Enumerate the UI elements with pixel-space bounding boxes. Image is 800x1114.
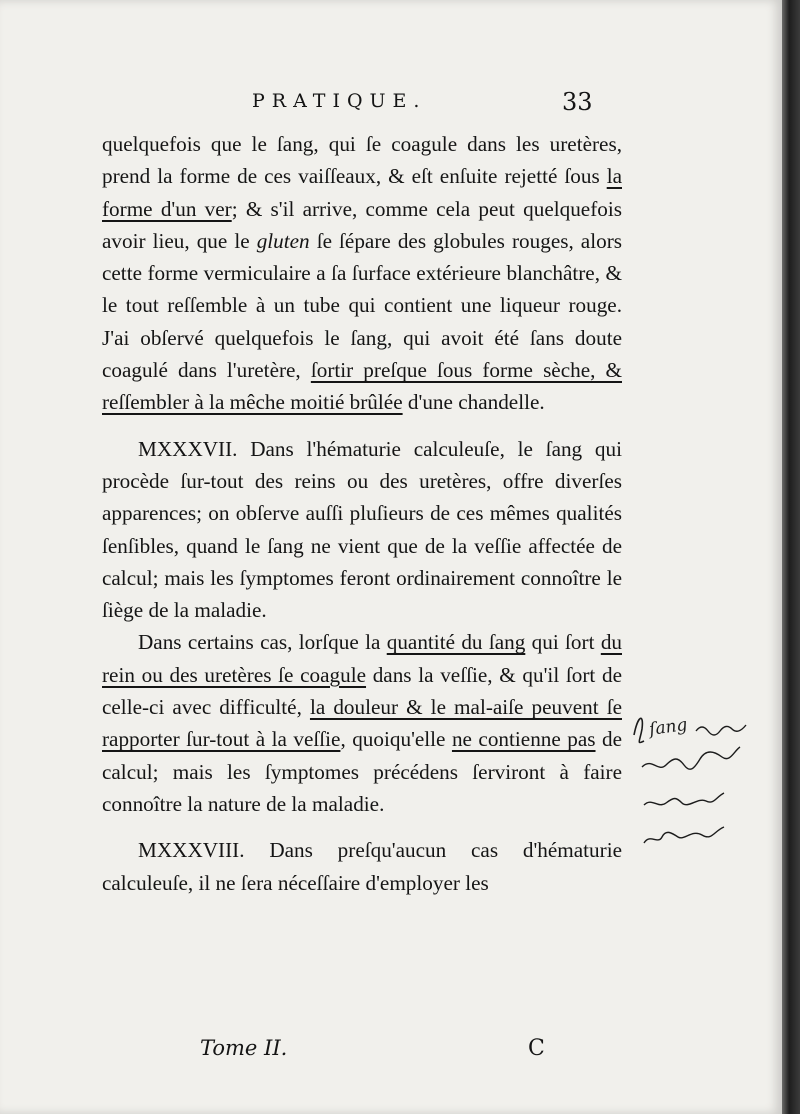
paragraph-mxxxvii: MXXXVII. Dans l'hématurie calculeuſe, le ſang qui procède ſur-tout des reins ou des uretères, offre diverſes apparences; on obſerve auſſi pluſieurs de ces mêmes qualités ſenſibles, quand le ſang ne vient que de la veſſie affectée de calcul; mais les ſymptomes feront ordinairement connoître le ſiège de la maladie. bbox=[102, 436, 622, 623]
text-run: qui ſort bbox=[525, 630, 601, 655]
volume-label: Tome II. bbox=[200, 1036, 288, 1060]
paragraph-3 bbox=[102, 626, 622, 820]
marginalia-scribble bbox=[630, 705, 780, 855]
paragraph-1 bbox=[102, 128, 622, 419]
underlined-phrase: la douleur & le mal-aiſe peuvent ſe rapporter ſur-tout à la veſſie bbox=[102, 695, 622, 752]
paragraph-mxxxviii: MXXXVIII. Dans preſqu'aucun cas d'hématurie calculeuſe, il ne ſera néceſſaire d'employer les bbox=[102, 838, 622, 895]
text-run: Dans certains cas, lorſque la bbox=[138, 630, 387, 655]
text-run: ſe ſépare des globules rouges, alors cette forme vermiculaire a ſa ſurface extérieure blanchâtre, & le tout reſſemble à un tube qui contient une liqueur rouge. J'ai obſervé quelquefois le ſang, qui avoit été ſans doute coagulé dans l'uretère, bbox=[102, 228, 622, 383]
underlined-phrase: la forme d'un ver bbox=[102, 164, 622, 221]
underlined-phrase: ne contienne pas bbox=[451, 727, 596, 752]
book-spine bbox=[782, 0, 800, 1114]
body-text bbox=[102, 128, 622, 899]
text-run: , quoiqu'elle bbox=[340, 727, 452, 752]
handwritten-marginalia bbox=[630, 705, 780, 855]
page-header bbox=[0, 90, 782, 120]
underlined-phrase: du rein ou des uretères ſe coagule bbox=[102, 630, 622, 687]
text-run: quelquefois que le ſang, qui ſe coagule dans les uretères, prend la forme de ces vaiſſeaux, & eſt enſuite rejetté ſous bbox=[102, 132, 622, 189]
svg-text:ſang: ſang bbox=[647, 714, 689, 740]
running-head: PRATIQUE. bbox=[252, 90, 427, 112]
underlined-phrase: quantité du ſang bbox=[386, 630, 526, 655]
underlined-phrase: ſortir preſque ſous forme sèche, & reſſembler à la mêche moitié brûlée bbox=[102, 358, 622, 415]
text-run: de calcul; mais les ſymptomes précédens ſerviront à faire connoître la nature de la maladie. bbox=[102, 727, 622, 816]
page-number: 33 bbox=[562, 88, 593, 116]
text-run: dans la veſſie, & qu'il ſort de celle-ci avec difficulté, bbox=[102, 662, 622, 720]
signature-mark: C bbox=[528, 1036, 545, 1061]
text-run: ; & s'il arrive, comme cela peut quelquefois avoir lieu, que le bbox=[102, 196, 622, 253]
italic-term: gluten bbox=[256, 228, 310, 253]
page-footer bbox=[0, 1036, 782, 1076]
text-run: d'une chandelle. bbox=[402, 390, 545, 415]
